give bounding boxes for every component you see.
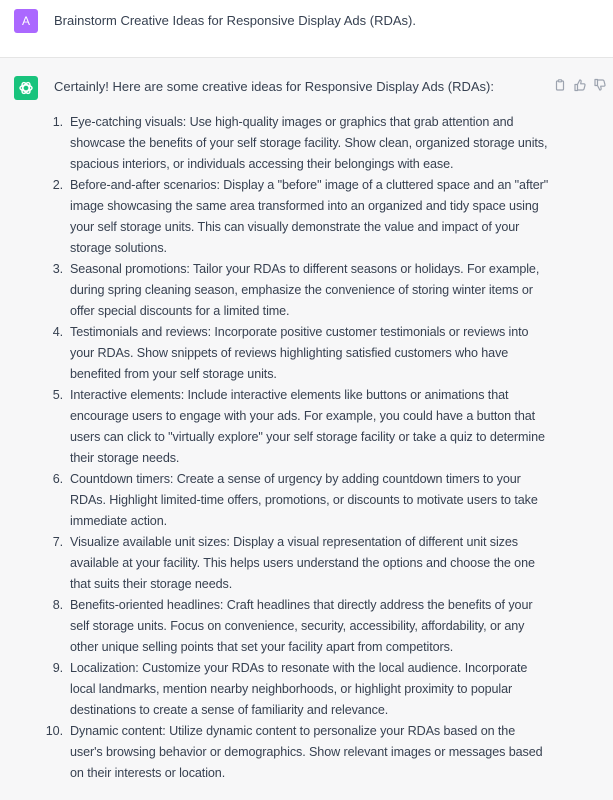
assistant-avatar [14,76,38,100]
assistant-intro-text: Certainly! Here are some creative ideas for Responsive Display Ads (RDAs): [54,79,495,94]
list-item [0,595,550,658]
list-item-number: 10. [45,724,63,738]
list-item-text: Visualize available unit sizes: Display a visual representation of different unit sizes available at your facility. This helps users understand the options and choose the one that suits their storage needs. [70,535,535,591]
user-message-row [0,0,613,58]
list-item-text: Dynamic content: Utilize dynamic content to personalize your RDAs based on the user's browsing behavior or demographics. Show relevant images or messages based on their interests or location. [70,724,543,780]
assistant-message-row [0,58,613,800]
list-item [0,469,550,532]
list-item-text: Benefits-oriented headlines: Craft headlines that directly address the benefits of your self storage units. Focus on convenience, security, accessibility, affordability, or any other unique selling points that set your facility apart from competitors. [70,598,533,654]
list-item-number: 1. [52,115,63,129]
list-item-text: Countdown timers: Create a sense of urgency by adding countdown timers to your RDAs. Highlight limited-time offers, promotions, or discounts to motivate users to take immediate action. [70,472,538,528]
list-item [0,658,550,721]
list-item [0,721,550,784]
copy-icon[interactable] [553,78,567,92]
list-item-number: 4. [52,325,63,339]
list-item-text: Localization: Customize your RDAs to resonate with the local audience. Incorporate local landmarks, mention nearby neighborhoods, or highlight proximity to popular destinations to create a sense of familiarity and relevance. [70,661,528,717]
list-item [0,259,550,322]
thumbs-down-icon[interactable] [593,78,607,92]
list-item-number: 3. [52,262,63,276]
list-item-text: Interactive elements: Include interactive elements like buttons or animations that encourage users to engage with your ads. For example, you could have a button that users can click to "virtually explore" your self storage facility or take a quiz to determine their storage needs. [70,388,545,465]
thumbs-up-icon[interactable] [573,78,587,92]
message-actions [553,78,609,94]
list-item-text: Testimonials and reviews: Incorporate positive customer testimonials or reviews into your RDAs. Show snippets of reviews highlighting satisfied customers who have benefited from your self storage units. [70,325,529,381]
list-item-number: 2. [52,178,63,192]
list-item [0,532,550,595]
user-avatar: A [14,9,38,33]
list-item [0,112,550,175]
list-item-number: 9. [52,661,63,675]
list-item-number: 7. [52,535,63,549]
openai-logo-icon [18,80,34,96]
list-item-number: 5. [52,388,63,402]
list-item [0,322,550,385]
user-message-text: Brainstorm Creative Ideas for Responsive Display Ads (RDAs). [54,13,416,28]
ideas-list [0,112,613,784]
list-item [0,385,550,469]
list-item-number: 6. [52,472,63,486]
list-item-number: 8. [52,598,63,612]
list-item [0,175,550,259]
list-item-text: Eye-catching visuals: Use high-quality images or graphics that grab attention and showcase the benefits of your self storage facility. Show clean, organized storage units, spacious interiors, or individuals accessing their belongings with ease. [70,115,548,171]
list-item-text: Before-and-after scenarios: Display a "before" image of a cluttered space and an "after" image showcasing the same area transformed into an organized and tidy space using your self storage units. This can visually demonstrate the value and impact of your storage solutions. [70,178,549,255]
list-item-text: Seasonal promotions: Tailor your RDAs to different seasons or holidays. For example, during spring cleaning season, emphasize the convenience of storing winter items or offer special discounts for a limited time. [70,262,540,318]
